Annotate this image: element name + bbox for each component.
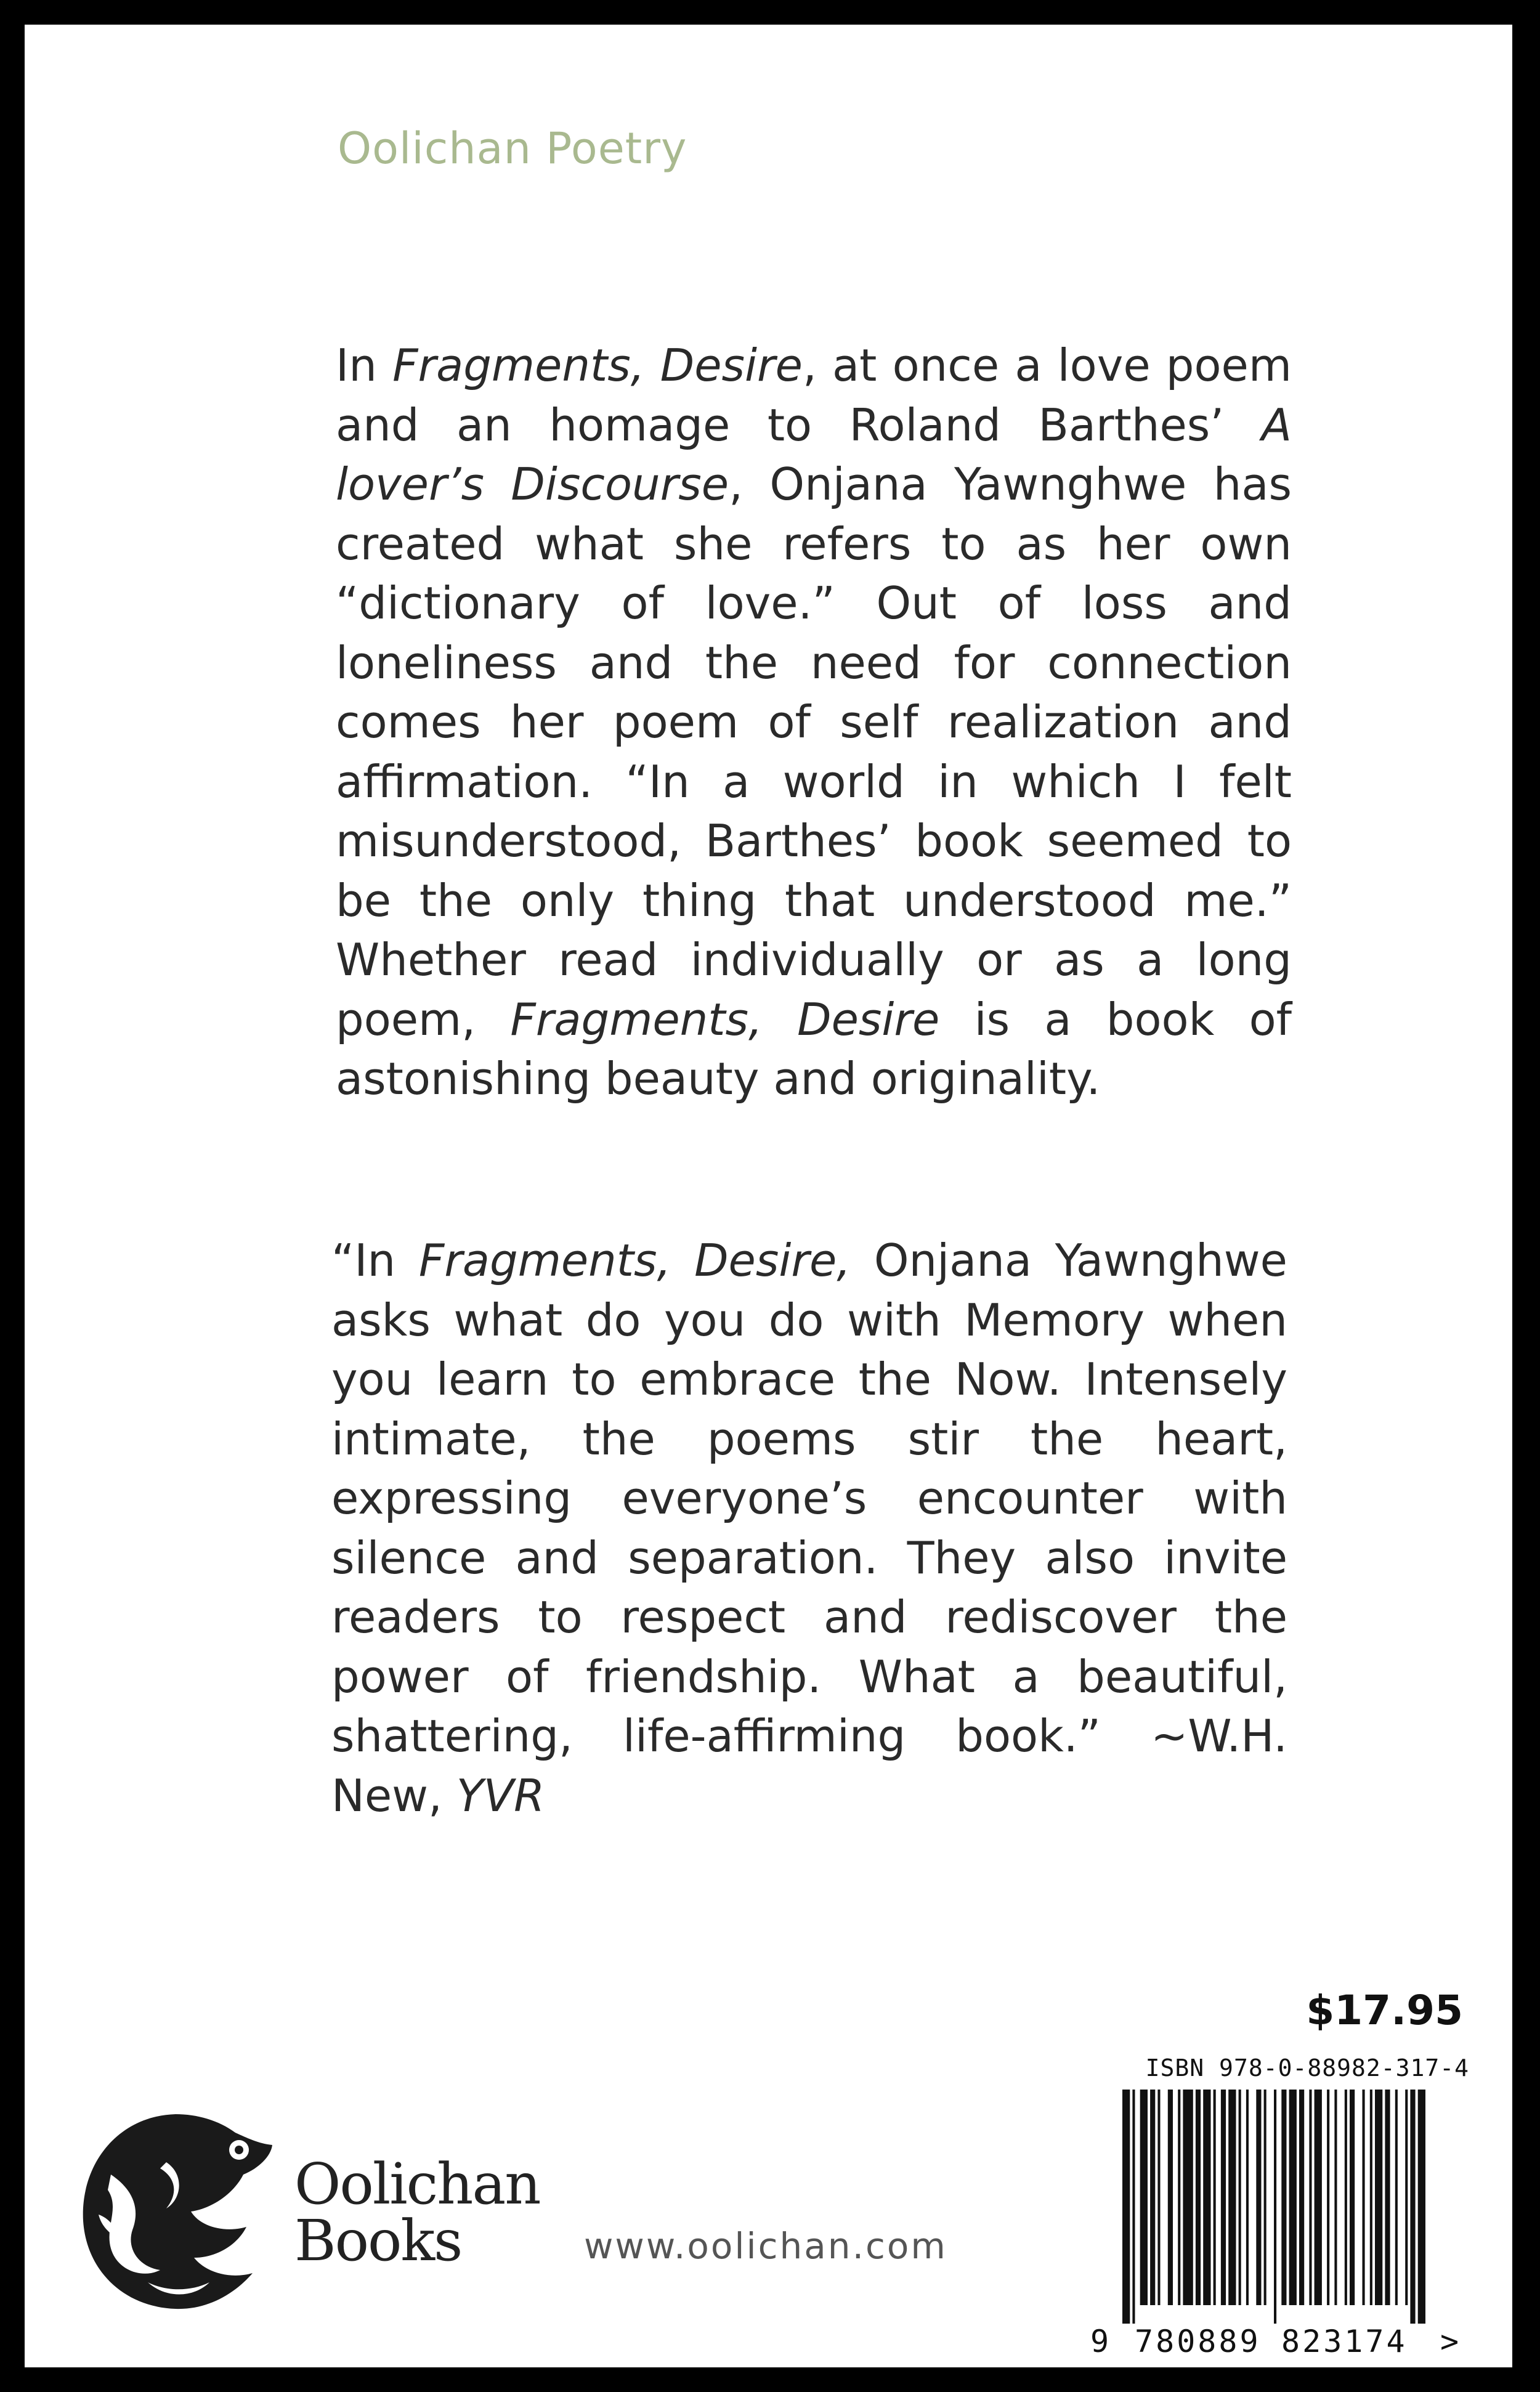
- barcode-bar: [1299, 2090, 1304, 2305]
- quote-book-title: Fragments, Desire,: [418, 1235, 851, 1286]
- barcode-bar: [1418, 2090, 1425, 2324]
- barcode-digits-right: 823174: [1281, 2324, 1408, 2359]
- barcode-bar: [1410, 2090, 1415, 2324]
- barcode-bar: [1132, 2090, 1135, 2324]
- isbn-barcode: [1120, 2090, 1428, 2324]
- barcode-bar: [1221, 2090, 1226, 2305]
- barcode-bar: [1363, 2090, 1365, 2305]
- barcode-bar: [1350, 2090, 1355, 2305]
- isbn-label: ISBN 978-0-88982-317-4: [1145, 2054, 1469, 2082]
- blurb-text: , Onjana Yawnghwe has created what she refers to as her own “dictionary of love.” Out of loss and loneliness and the need for connection comes her poem of self realization and affirmation. “In a world in which I felt misunderstood, Barthes’ book seemed to be the only thing that understood me.” Whether read individually or as a long poem,: [336, 458, 1292, 1045]
- barcode-bar: [1246, 2090, 1249, 2305]
- blurb-text: In: [336, 339, 393, 391]
- blurb-text: , at once a love poem and an homage to Roland Barthes’: [336, 339, 1292, 451]
- price-label: $17.95: [1306, 1987, 1463, 2034]
- barcode-bar: [1385, 2090, 1390, 2305]
- blurb-referenced-title: A lover’s Discourse: [336, 399, 1292, 510]
- barcode-bar: [1370, 2090, 1372, 2305]
- barcode-bar: [1228, 2090, 1236, 2305]
- blurb-text: is a book of astonishing beauty and originality.: [336, 993, 1292, 1105]
- barcode-bar: [1196, 2090, 1201, 2305]
- series-label: Oolichan Poetry: [338, 123, 687, 174]
- barcode-bar: [1183, 2090, 1193, 2305]
- barcode-bar: [1178, 2090, 1180, 2305]
- barcode-bar: [1140, 2090, 1148, 2305]
- oolichan-fish-logo-icon: [74, 2107, 277, 2316]
- barcode-bar: [1157, 2090, 1160, 2305]
- barcode-digits-left: 780889: [1135, 2324, 1261, 2359]
- barcode-digits: [1090, 2324, 1472, 2366]
- barcode-bar: [1395, 2090, 1398, 2305]
- blurb-book-title: Fragments, Desire: [510, 993, 940, 1045]
- blurb-book-title: Fragments, Desire: [392, 339, 803, 391]
- barcode-digit-first: 9: [1090, 2324, 1109, 2359]
- barcode-bar: [1264, 2090, 1266, 2305]
- barcode-bar: [1256, 2090, 1261, 2305]
- book-description: [336, 336, 1292, 1109]
- barcode-bar: [1375, 2090, 1382, 2305]
- scan-border-left: [0, 0, 25, 2392]
- publisher-website-link[interactable]: www.oolichan.com: [584, 2225, 947, 2267]
- barcode-bar: [1150, 2090, 1155, 2305]
- barcode-bar: [1168, 2090, 1173, 2305]
- barcode-quiet-zone-marker: >: [1440, 2324, 1459, 2359]
- barcode-bar: [1309, 2090, 1311, 2305]
- quote-text: “In: [331, 1235, 419, 1286]
- barcode-bar: [1327, 2090, 1329, 2305]
- barcode-bar: [1405, 2090, 1408, 2305]
- barcode-bar: [1289, 2090, 1297, 2305]
- barcode-bar: [1239, 2090, 1241, 2305]
- barcode-bar: [1122, 2090, 1130, 2324]
- barcode-bar: [1315, 2090, 1322, 2305]
- barcode-bar: [1203, 2090, 1210, 2305]
- scan-border-top: [0, 0, 1540, 25]
- scan-border-right: [1512, 0, 1540, 2392]
- publisher-name: [294, 2151, 540, 2274]
- publisher-name-line1: Oolichan: [294, 2151, 540, 2217]
- barcode-bar: [1281, 2090, 1286, 2305]
- barcode-bar: [1214, 2090, 1216, 2305]
- endorsement-quote: [331, 1231, 1287, 1825]
- barcode-bar: [1274, 2090, 1276, 2324]
- barcode-bar: [1334, 2090, 1337, 2305]
- barcode-bar: [1345, 2090, 1347, 2305]
- quote-source: YVR: [456, 1769, 545, 1822]
- quote-text: Onjana Yawnghwe asks what do you do with Memory when you learn to embrace the Now. Intensely intimate, the poems stir the heart, expressing everyone’s encounter with silence and separation. They also invite readers to respect and rediscover the power of friendship. What a beautiful, shattering, life-affirming book.” ~W.H. New,: [331, 1235, 1287, 1822]
- publisher-name-line2: Books: [294, 2208, 462, 2274]
- scan-border-bottom: [0, 2367, 1540, 2392]
